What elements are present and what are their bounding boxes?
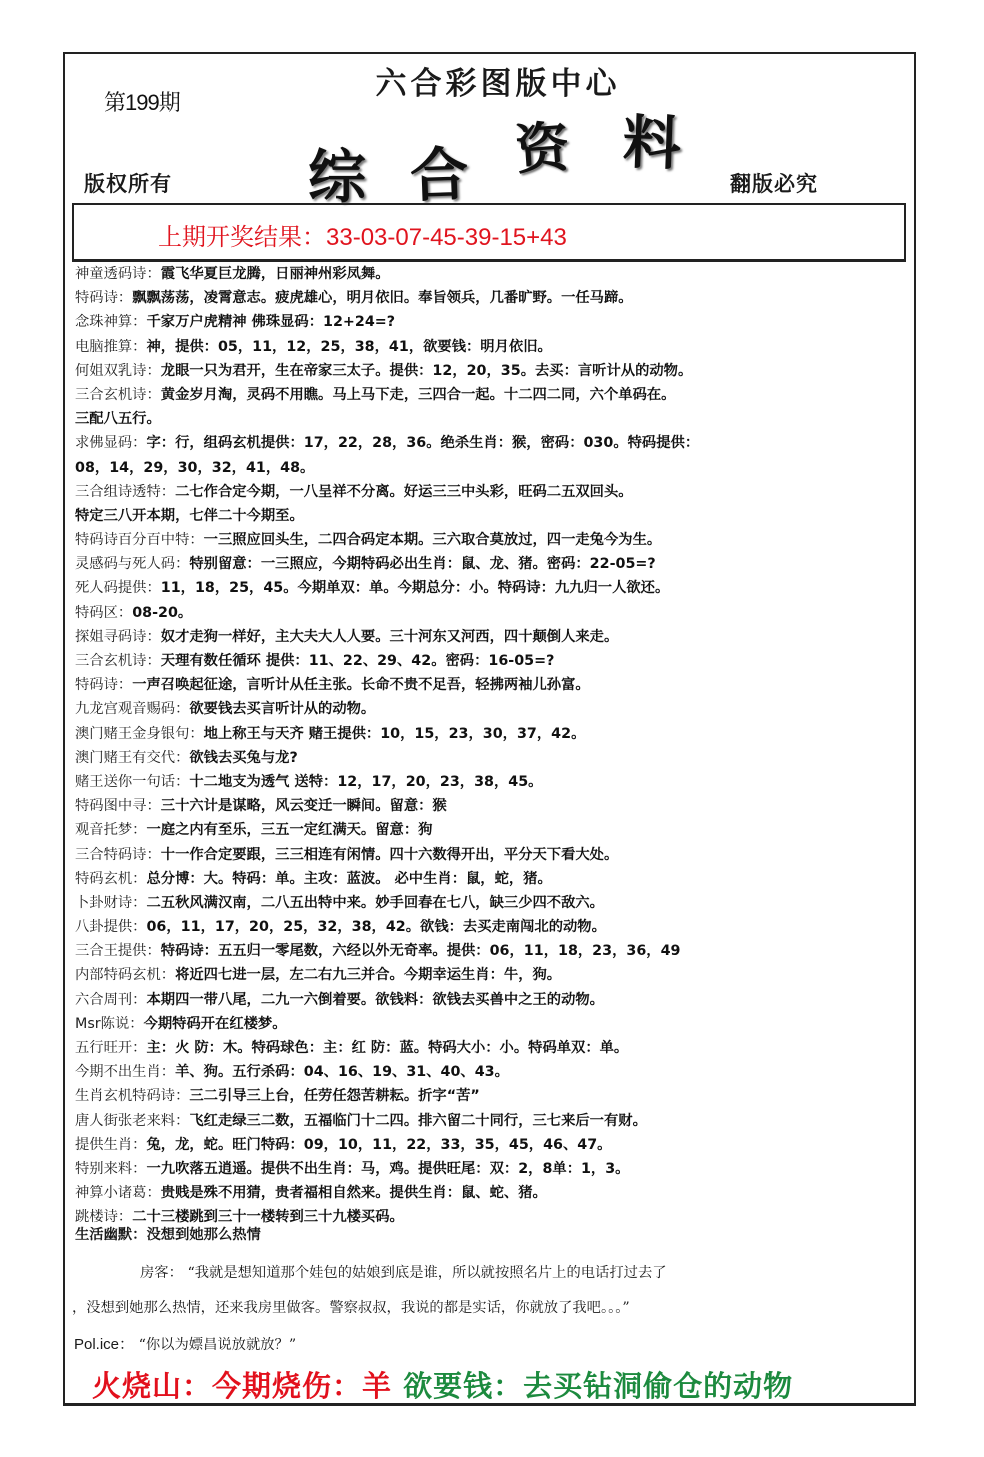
joke-title-text: 没想到她那么热情 [146,1227,261,1243]
content-line [75,528,915,552]
content-line-label: 求佛显码： [75,435,147,452]
content-line [75,1060,915,1084]
content-line [75,1181,915,1205]
content-line-text: 神，提供：05，11，12，25，38，41，欲要钱：明月依旧。 [146,338,552,355]
content-line-label: 特码图中寻： [75,798,161,815]
content-line-label: 五行旺开： [75,1040,147,1056]
content-line-label: 三合特码诗： [75,846,161,863]
content-line-text: 一九吹落五逍遥。提供不出生肖：马，鸡。提供旺尾：双：2，8单：1，3。 [146,1160,630,1177]
content-line-label: 提供生肖： [75,1136,147,1153]
content-line-text: 08，14，29，30，32，41，48。 [75,459,315,476]
content-line-text: 欲钱去买兔与龙? [189,749,298,766]
content-line [75,988,915,1012]
big-title-char-1: 综 [308,143,367,211]
content-line [75,335,915,359]
content-line-text: 三配八五行。 [75,411,161,428]
content-line [75,262,915,286]
content-line [75,1036,915,1060]
content-line-text: 奴才走狗一样好，主大夫大人人要。三十河东又河西，四十颠倒人来走。 [160,628,619,645]
content-line-text: 二七作合定今期，一八呈祥不分离。好运三三中头彩，旺码二五双回头。 [175,483,633,500]
last-result-numbers: 33-03-07-45-39-15+43 [326,224,567,251]
content-line-label: 九龙宫观音赐码： [75,701,190,718]
content-line-text: 一三照应回头生，二四合码定本期。三六取合莫放过，四一走兔今为生。 [203,532,662,549]
content-line-label: 观音托梦： [75,822,147,839]
content-line-text: 将近四七进一层，左二右九三并合。今期幸运生肖：牛，狗。 [175,967,562,984]
joke-line-1-text: “我就是想知道那个娃包的姑娘到底是谁，所以就按照名片上的电话打过去了 [187,1265,667,1281]
last-result-line [158,217,567,252]
content-line-text: 二十三楼跳到三十一楼转到三十九楼买码。 [132,1209,404,1226]
content-line-text: 羊、狗。五行杀码：04、16、19、31、40、43。 [175,1064,509,1081]
content-line [75,286,915,310]
content-line-text: 特定三八开本期，七伴二十今期至。 [75,507,304,524]
content-line-text: 字：行，组码玄机提供：17，22，28，36。绝杀生肖：猴，密码：030。特码提供： [146,435,700,452]
joke-title-label: 生活幽默： [75,1227,147,1243]
joke-line-3 [74,1333,296,1354]
content-line [75,915,915,939]
content-line [75,794,915,818]
last-result-box [72,203,906,262]
content-line-text: 千家万户虎精神 佛珠显码：12+24=? [146,314,396,331]
content-line [75,480,915,504]
content-line [75,407,915,431]
footer-banner [92,1364,793,1405]
big-title-char-2: 合 [409,140,470,210]
content-line [75,1133,915,1157]
content-line [75,939,915,963]
content-line-text: 兔，龙，蛇。旺门特码：09，10，11，22，33，35，45，46、47。 [146,1136,612,1153]
content-line-label: 探姐寻码诗： [75,628,161,645]
content-line-text: 欲要钱去买言听计从的动物。 [189,701,376,718]
content-line-text: 飘飘荡荡，凌霄意志。疲虎雄心，明月依旧。奉旨领兵，几番旷野。一任马蹄。 [132,290,633,307]
content-line [75,504,915,528]
content-line-label: 灵感码与死人码： [75,556,190,573]
content-line [75,722,915,746]
content-line-label: 三合玄机诗： [75,386,161,403]
content-line [75,770,915,794]
content-line-label: 三合组诗透特： [75,483,176,500]
content-line [75,431,915,455]
content-line-text: 地上称王与天齐 赌王提供：10，15，23，30，37，42。 [203,725,586,742]
joke-line-1 [140,1262,667,1282]
content-line-label: 内部特码玄机： [75,967,176,984]
content-line-text: 11，18，25，45。今期单双：单。今期总分：小。特码诗：九九归一人欲还。 [160,580,670,597]
content-line-label: 澳门赌王金身银句： [75,725,204,742]
content-line-text: 十一作合定要跟，三三相连有闲情。四十六数得开出，平分天下看大处。 [160,846,619,863]
content-line-label: 卜卦财诗： [75,894,147,911]
content-line [75,625,915,649]
content-line [75,1109,915,1133]
content-line [75,601,915,625]
content-line-text: 特码诗：五五归一零尾数，六经以外无奇率。提供：06，11，18，23，36，49 [160,943,681,960]
content-line-text: 总分博：大。特码：单。主攻：蓝波。 必中生肖：鼠，蛇，猪。 [146,870,552,887]
copyright-right: 翻版必究 [730,172,818,196]
content-line-text: 龙眼一只为君开，生在帝家三太子。提供：12，20，35。去买：言听计从的动物。 [160,362,693,379]
content-line-label: 赌王送你一句话： [75,773,190,790]
content-line [75,843,915,867]
content-line [75,746,915,770]
content-line-text: 08-20。 [132,604,193,621]
joke-speaker-police: Pol.ice： [74,1336,135,1353]
footer-red-text: 火烧山：今期烧伤：羊 [92,1369,393,1403]
content-line-text: 主：火 防：木。特码球色：主：红 防：蓝。特码大小：小。特码单双：单。 [146,1040,629,1056]
joke-line-2: ，没想到她那么热情，还来我房里做客。警察叔叔，我说的都是实话，你就放了我吧。。。” [72,1300,630,1316]
content-line-label: 六合周刊： [75,991,147,1008]
content-line-label: 电脑推算： [75,338,147,355]
content-line [75,310,915,334]
content-line [75,673,915,697]
content-line-label: 特码玄机： [75,870,147,887]
content-line-label: 特码区： [75,604,133,621]
content-line-text: 霞飞华夏巨龙腾，日丽神州彩凤舞。 [160,266,390,282]
content-line-label: 三合玄机诗： [75,653,161,669]
content-line-label: 何姐双乳诗： [75,362,161,379]
big-title-char-4: 料 [621,108,683,178]
content-line [75,818,915,842]
content-line-label: 特别来料： [75,1160,147,1177]
content-line-label: 特码诗： [75,677,133,694]
content-line-label: 死人码提供： [75,580,161,597]
content-line-label: 神算小诸葛： [75,1185,161,1202]
big-title-char-3: 资 [513,114,572,182]
content-line-label: 特码诗： [75,290,133,307]
content-line [75,383,915,407]
copyright-left: 版权所有 [84,172,172,196]
joke-line-3-text: “你以为嫖昌说放就放？” [138,1337,297,1353]
content-line-text: 本期四一带八尾，二九一六倒着要。欲钱料：欲钱去买兽中之王的动物。 [146,991,604,1008]
content-line [75,1157,915,1181]
content-line-text: 一庭之内有至乐，三五一定红满天。留意：狗 [146,822,433,839]
content-line-label: 念珠神算： [75,314,147,331]
content-line-label: 神童透码诗： [75,266,161,282]
content-line [75,1012,915,1036]
content-line [75,697,915,721]
content-line-label: 三合王提供： [75,943,161,960]
content-line-label: 生肖玄机特码诗： [75,1088,190,1105]
content-line [75,1084,915,1108]
content-line [75,552,915,576]
joke-speaker-tenant: 房客： [140,1265,183,1281]
content-line-label: 八卦提供： [75,919,147,936]
content-line [75,359,915,383]
content-line [75,456,915,480]
content-line-text: 黄金岁月淘，灵码不用瞧。马上马下走，三四合一起。十二四二同，六个单码在。 [160,386,676,403]
content-line-text: 贵贱是殊不用猜，贵者福相自然来。提供生肖：鼠、蛇、猪。 [160,1185,547,1202]
content-line [75,576,915,600]
content-line-label: 特码诗百分百中特： [75,532,204,549]
content-line [75,963,915,987]
content-line-text: 十二地支为透气 送特：12，17，20，23，38，45。 [189,773,543,790]
content-line-text: 06，11，17，20，25，32，38，42。欲钱：去买走南闯北的动物。 [146,919,606,936]
content-line [75,891,915,915]
content-line-label: 澳门赌王有交代： [75,749,190,766]
content-line-label: Msr陈说： [75,1015,144,1032]
content-line [75,649,915,673]
content-line [75,867,915,891]
content-line-text: 三二引导三上台，任劳任怨苦耕耘。折字“苦” [189,1088,480,1105]
content-line-text: 天理有数任循环 提供：11、22、29、42。密码：16-05=? [160,653,555,669]
content-line-text: 特别留意：一三照应，今期特码必出生肖：鼠、龙、猪。密码：22-05=? [189,556,656,573]
content-lines [75,262,915,1230]
content-line-label: 跳楼诗： [75,1209,133,1226]
center-title: 六合彩图版中心 [375,66,621,102]
content-line-text: 二五秋风满汉南，二八五出特中来。妙手回春在七八，缺三少四不敌六。 [146,894,604,911]
content-line-text: 今期特码开在红楼梦。 [143,1015,287,1032]
last-result-label: 上期开奖结果： [158,224,326,251]
content-line-label: 唐人街张老来料： [75,1112,190,1129]
content-line-label: 今期不出生肖： [75,1064,176,1081]
content-line-text: 一声召唤起征途，言听计从任主张。长命不贵不足吾，轻拂两袖儿孙富。 [132,677,590,694]
joke-title [75,1224,261,1244]
footer-green-text: 欲要钱：去买钻洞偷仓的动物 [403,1369,794,1403]
content-line-text: 三十六计是谋略，风云变迁一瞬间。留意：猴 [160,798,447,815]
issue-number: 第199期 [104,90,180,115]
content-line-text: 飞红走绿三二数，五福临门十二四。排六留二十同行，三七来后一有财。 [189,1112,647,1129]
